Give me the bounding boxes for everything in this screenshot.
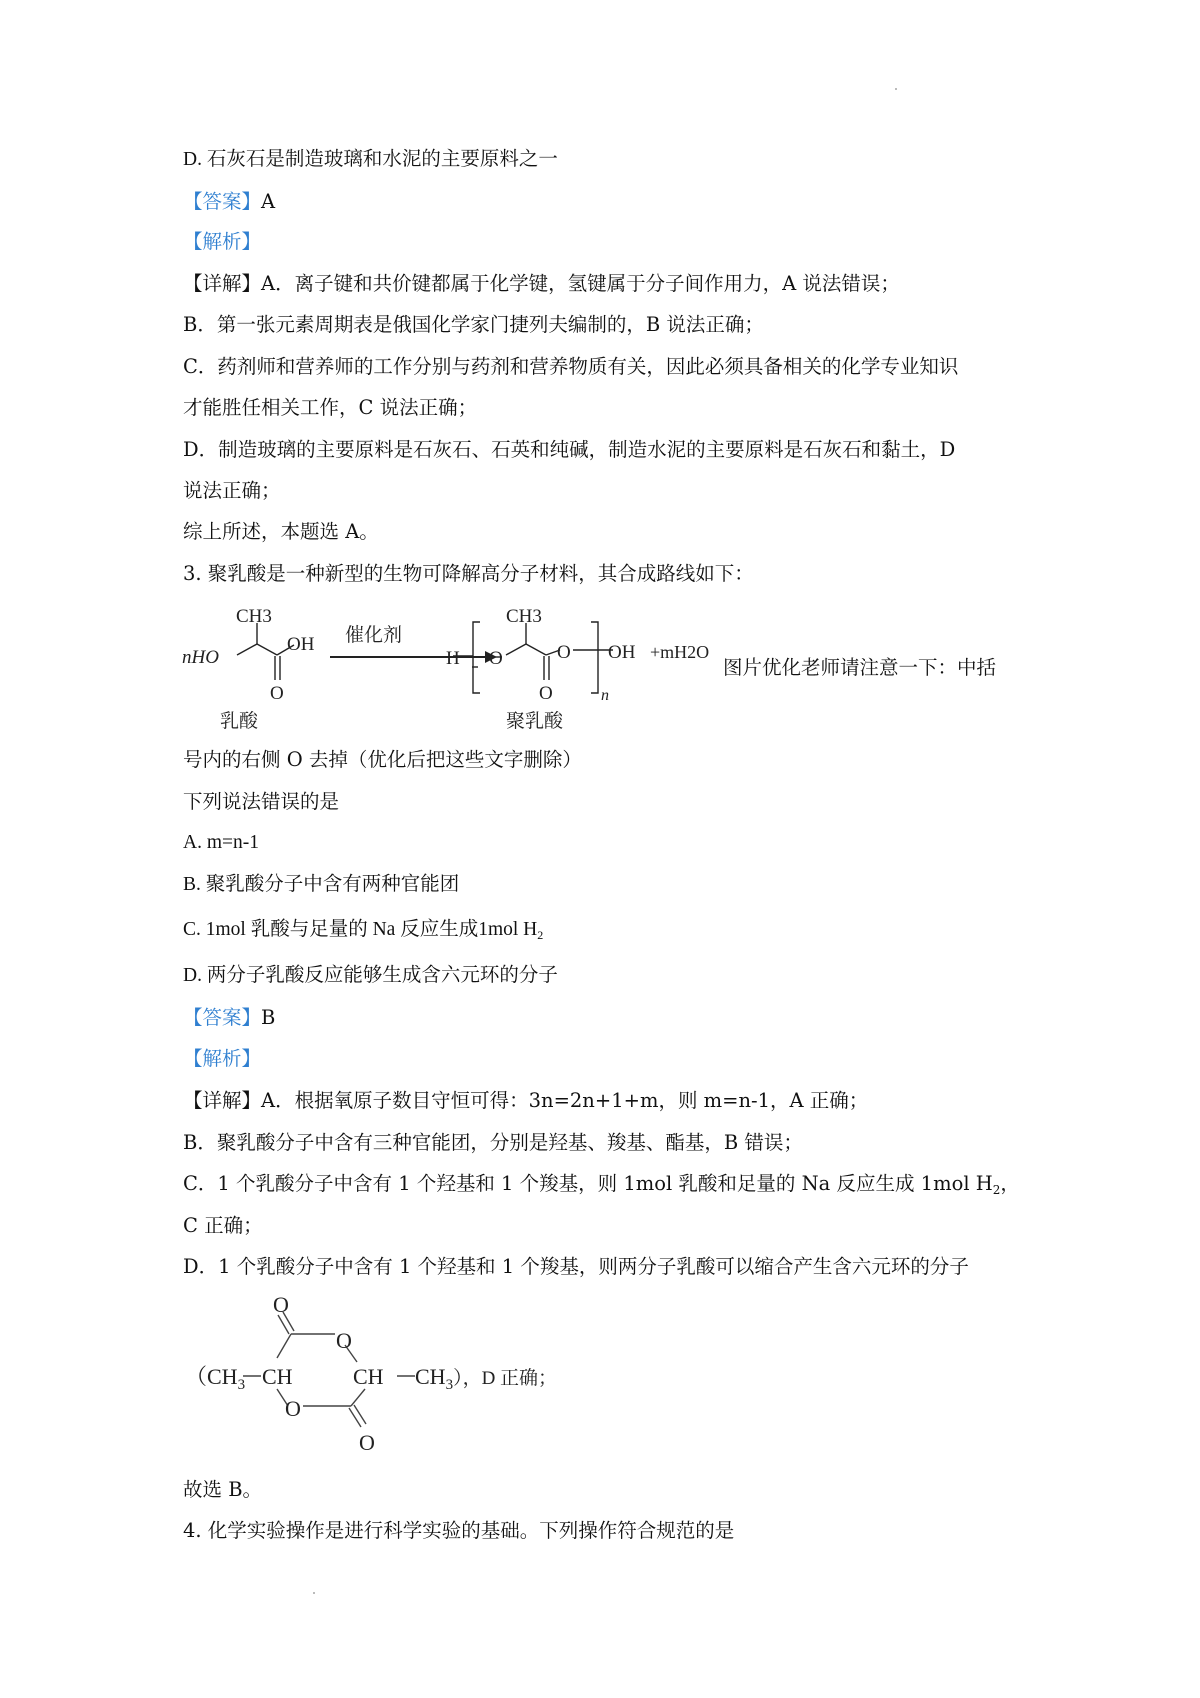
- catalyst-label: 催化剂: [345, 625, 403, 646]
- speck: [313, 1592, 315, 1594]
- question: 下列说法错误的是: [183, 790, 340, 813]
- polylactic-acid-synthesis-diagram: [180, 600, 740, 735]
- reactant-prefix: nHO: [182, 647, 219, 668]
- detail-text: A．根据氧原子数目守恒可得：3n=2n+1+m，则 m=n-1，A 正确；: [261, 1089, 869, 1112]
- answer-tag: 【答案】: [183, 190, 262, 213]
- o-label: O: [539, 683, 553, 704]
- answer-tag: 【答案】: [183, 1006, 262, 1029]
- option-c: C. 1mol 乳酸与足量的 Na 反应生成1mol $H_2$: [183, 919, 544, 942]
- lactic-acid-label: 乳酸: [220, 711, 259, 732]
- detail-text: D．1 个乳酸分子中含有 1 个羟基和 1 个羧基，则两分子乳酸可以缩合产生含六元环的分子: [183, 1255, 969, 1278]
- question-stem: 3. 聚乳酸是一种新型的生物可降解高分子材料，其合成路线如下：: [183, 562, 754, 585]
- detail-text: 说法正确；: [183, 479, 281, 502]
- answer-line: [183, 1006, 275, 1030]
- ring-open: （$CH_3$: [185, 1364, 246, 1393]
- ch-label: CH: [262, 1364, 293, 1389]
- detail-text: B．聚乳酸分子中含有三种官能团，分别是羟基、羧基、酯基，B 错误；: [183, 1131, 803, 1154]
- option-a: A. m=n-1: [183, 832, 259, 853]
- detail-tag: 【详解】: [183, 272, 262, 295]
- ring-close: $CH_3$），D 正确；: [415, 1364, 558, 1393]
- o-label: O: [273, 1292, 289, 1317]
- polylactic-acid-label: 聚乳酸: [506, 711, 564, 732]
- detail-text: C．1 个乳酸分子中含有 1 个羟基和 1 个羧基，则 1mol 乳酸和足量的 Na 反应生成 1mol $H_2$，: [183, 1172, 1020, 1197]
- analysis-tag: 【解析】: [183, 230, 262, 253]
- question-stem: 4. 化学实验操作是进行科学实验的基础。下列操作符合规范的是: [183, 1519, 735, 1542]
- option-b: B. 聚乳酸分子中含有两种官能团: [183, 874, 460, 895]
- answer-value: B: [261, 1006, 276, 1029]
- analysis-tag: 【解析】: [183, 1047, 262, 1070]
- oh-label: OH: [287, 634, 315, 655]
- ch3-label: CH3: [236, 606, 272, 627]
- detail-text: A．离子键和共价键都属于化学键，氢键属于分子间作用力，A 说法错误；: [261, 272, 900, 295]
- o-label: O: [285, 1396, 301, 1421]
- detail-line: [183, 1089, 868, 1113]
- option-d: D. 石灰石是制造玻璃和水泥的主要原料之一: [183, 149, 558, 170]
- detail-tag: 【详解】: [183, 1089, 262, 1112]
- o-label: O: [489, 648, 503, 669]
- o-label: O: [336, 1328, 352, 1353]
- option-d: D. 两分子乳酸反应能够生成含六元环的分子: [183, 965, 558, 986]
- oh-label: OH: [608, 642, 636, 663]
- o-label: O: [270, 683, 284, 704]
- detail-text: D．制造玻璃的主要原料是石灰石、石英和纯碱，制造水泥的主要原料是石灰石和黏土，D: [183, 438, 956, 461]
- answer-line: [183, 190, 275, 214]
- ch3-label: CH3: [506, 606, 542, 627]
- detail-text: 综上所述，本题选 A。: [183, 520, 379, 543]
- detail-text: 才能胜任相关工作，C 说法正确；: [183, 396, 478, 419]
- answer-value: A: [261, 190, 276, 213]
- lactide-ring-diagram: [185, 1290, 605, 1470]
- detail-text: C 正确；: [183, 1214, 263, 1237]
- detail-text: B．第一张元素周期表是俄国化学家门捷列夫编制的，B 说法正确；: [183, 313, 764, 336]
- editor-note: 号内的右侧 O 去掉（优化后把这些文字删除）: [183, 748, 582, 771]
- o-label: O: [557, 642, 571, 663]
- speck: [895, 88, 897, 90]
- conclusion: 故选 B。: [183, 1478, 263, 1501]
- ch-label: CH: [353, 1364, 384, 1389]
- editor-note: 图片优化老师请注意一下：中括: [723, 656, 997, 679]
- n-subscript: n: [601, 687, 609, 704]
- water-label: +mH2O: [650, 642, 710, 662]
- h-label: H: [446, 648, 460, 669]
- detail-text: C．药剂师和营养师的工作分别与药剂和营养物质有关，因此必须具备相关的化学专业知识: [183, 355, 959, 378]
- detail-line: [183, 272, 900, 296]
- o-label: O: [359, 1430, 375, 1455]
